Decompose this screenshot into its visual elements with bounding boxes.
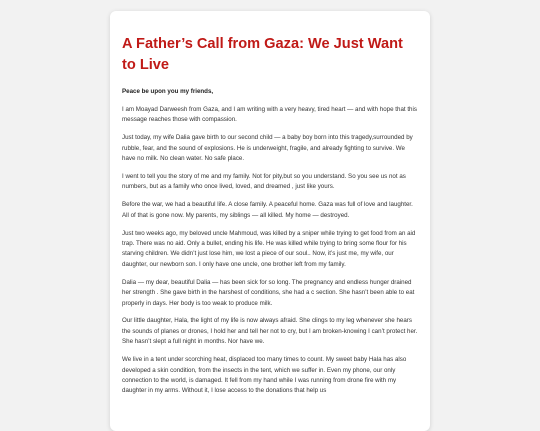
paragraph-birth: Just today, my wife Dalia gave birth to our second child — a baby boy born into this tragedy,surrounded by rubble, fear, and the sound of explosions. He is underweight, fragile, and already fighting to survive. We have no milk. No clean water. No safe place. [122, 134, 413, 163]
article-content [110, 11, 430, 397]
paragraph-story: I went to tell you the story of me and my family. Not for pity,but so you understand. So you see us not as numbers, but as a family who once lived, loved, and dreamed , just like yours. [122, 172, 406, 191]
article-title: A Father’s Call from Gaza: We Just Want to Live [122, 36, 403, 73]
paragraph-hala: Our little daughter, Hala, the light of my life is now always afraid. She clings to my leg whenever she hears the sounds of planes or drones, I hold her and tell her not to cry, but I am broken-knowing I can’t protect her. She hasn’t slept a full night in months. Nor have we. [122, 317, 418, 346]
paragraph-uncle: Just two weeks ago, my beloved uncle Mahmoud, was killed by a sniper while trying to get food from an aid trap. There was no aid. Only a bullet, ending his life. He was killed while trying to bring some flour for his starving children. We didn’t just lose him, we lost a piece of our soul.. Now, it’s just me, my wife, our daughter, our newborn son. I only have one uncle, one brother left from my family. [122, 229, 416, 268]
paragraph-dalia: Dalia — my dear, beautiful Dalia — has been sick for so long. The pregnancy and endless hunger drained her strength . She gave birth in the harshest of conditions, she had a c section. She hasn’t been able to eat properly in days. Her body is too weak to produce milk. [122, 278, 415, 307]
paragraph-tent: We live in a tent under scorching heat, displaced too many times to count. My sweet baby Hala has also developed a skin condition, from the insects in the tent, which we suffer in. Even my phone, our only connection to the world, is damaged. It fell from my hand while I was running from drone fire with my daughter in my arms. Without it, I lose access to the donations that help us [122, 356, 407, 395]
paragraph-intro: I am Moayad Darweesh from Gaza, and I am writing with a very heavy, tired heart — and with hope that this message reaches those with compassion. [122, 105, 417, 124]
article-card [110, 11, 430, 431]
paragraph-before-war: Before the war, we had a beautiful life. A close family. A peaceful home. Gaza was full of love and laughter. All of that is gone now. My parents, my siblings — all killed. My home — destroyed. [122, 201, 413, 219]
greeting: Peace be upon you my friends, [122, 88, 214, 95]
